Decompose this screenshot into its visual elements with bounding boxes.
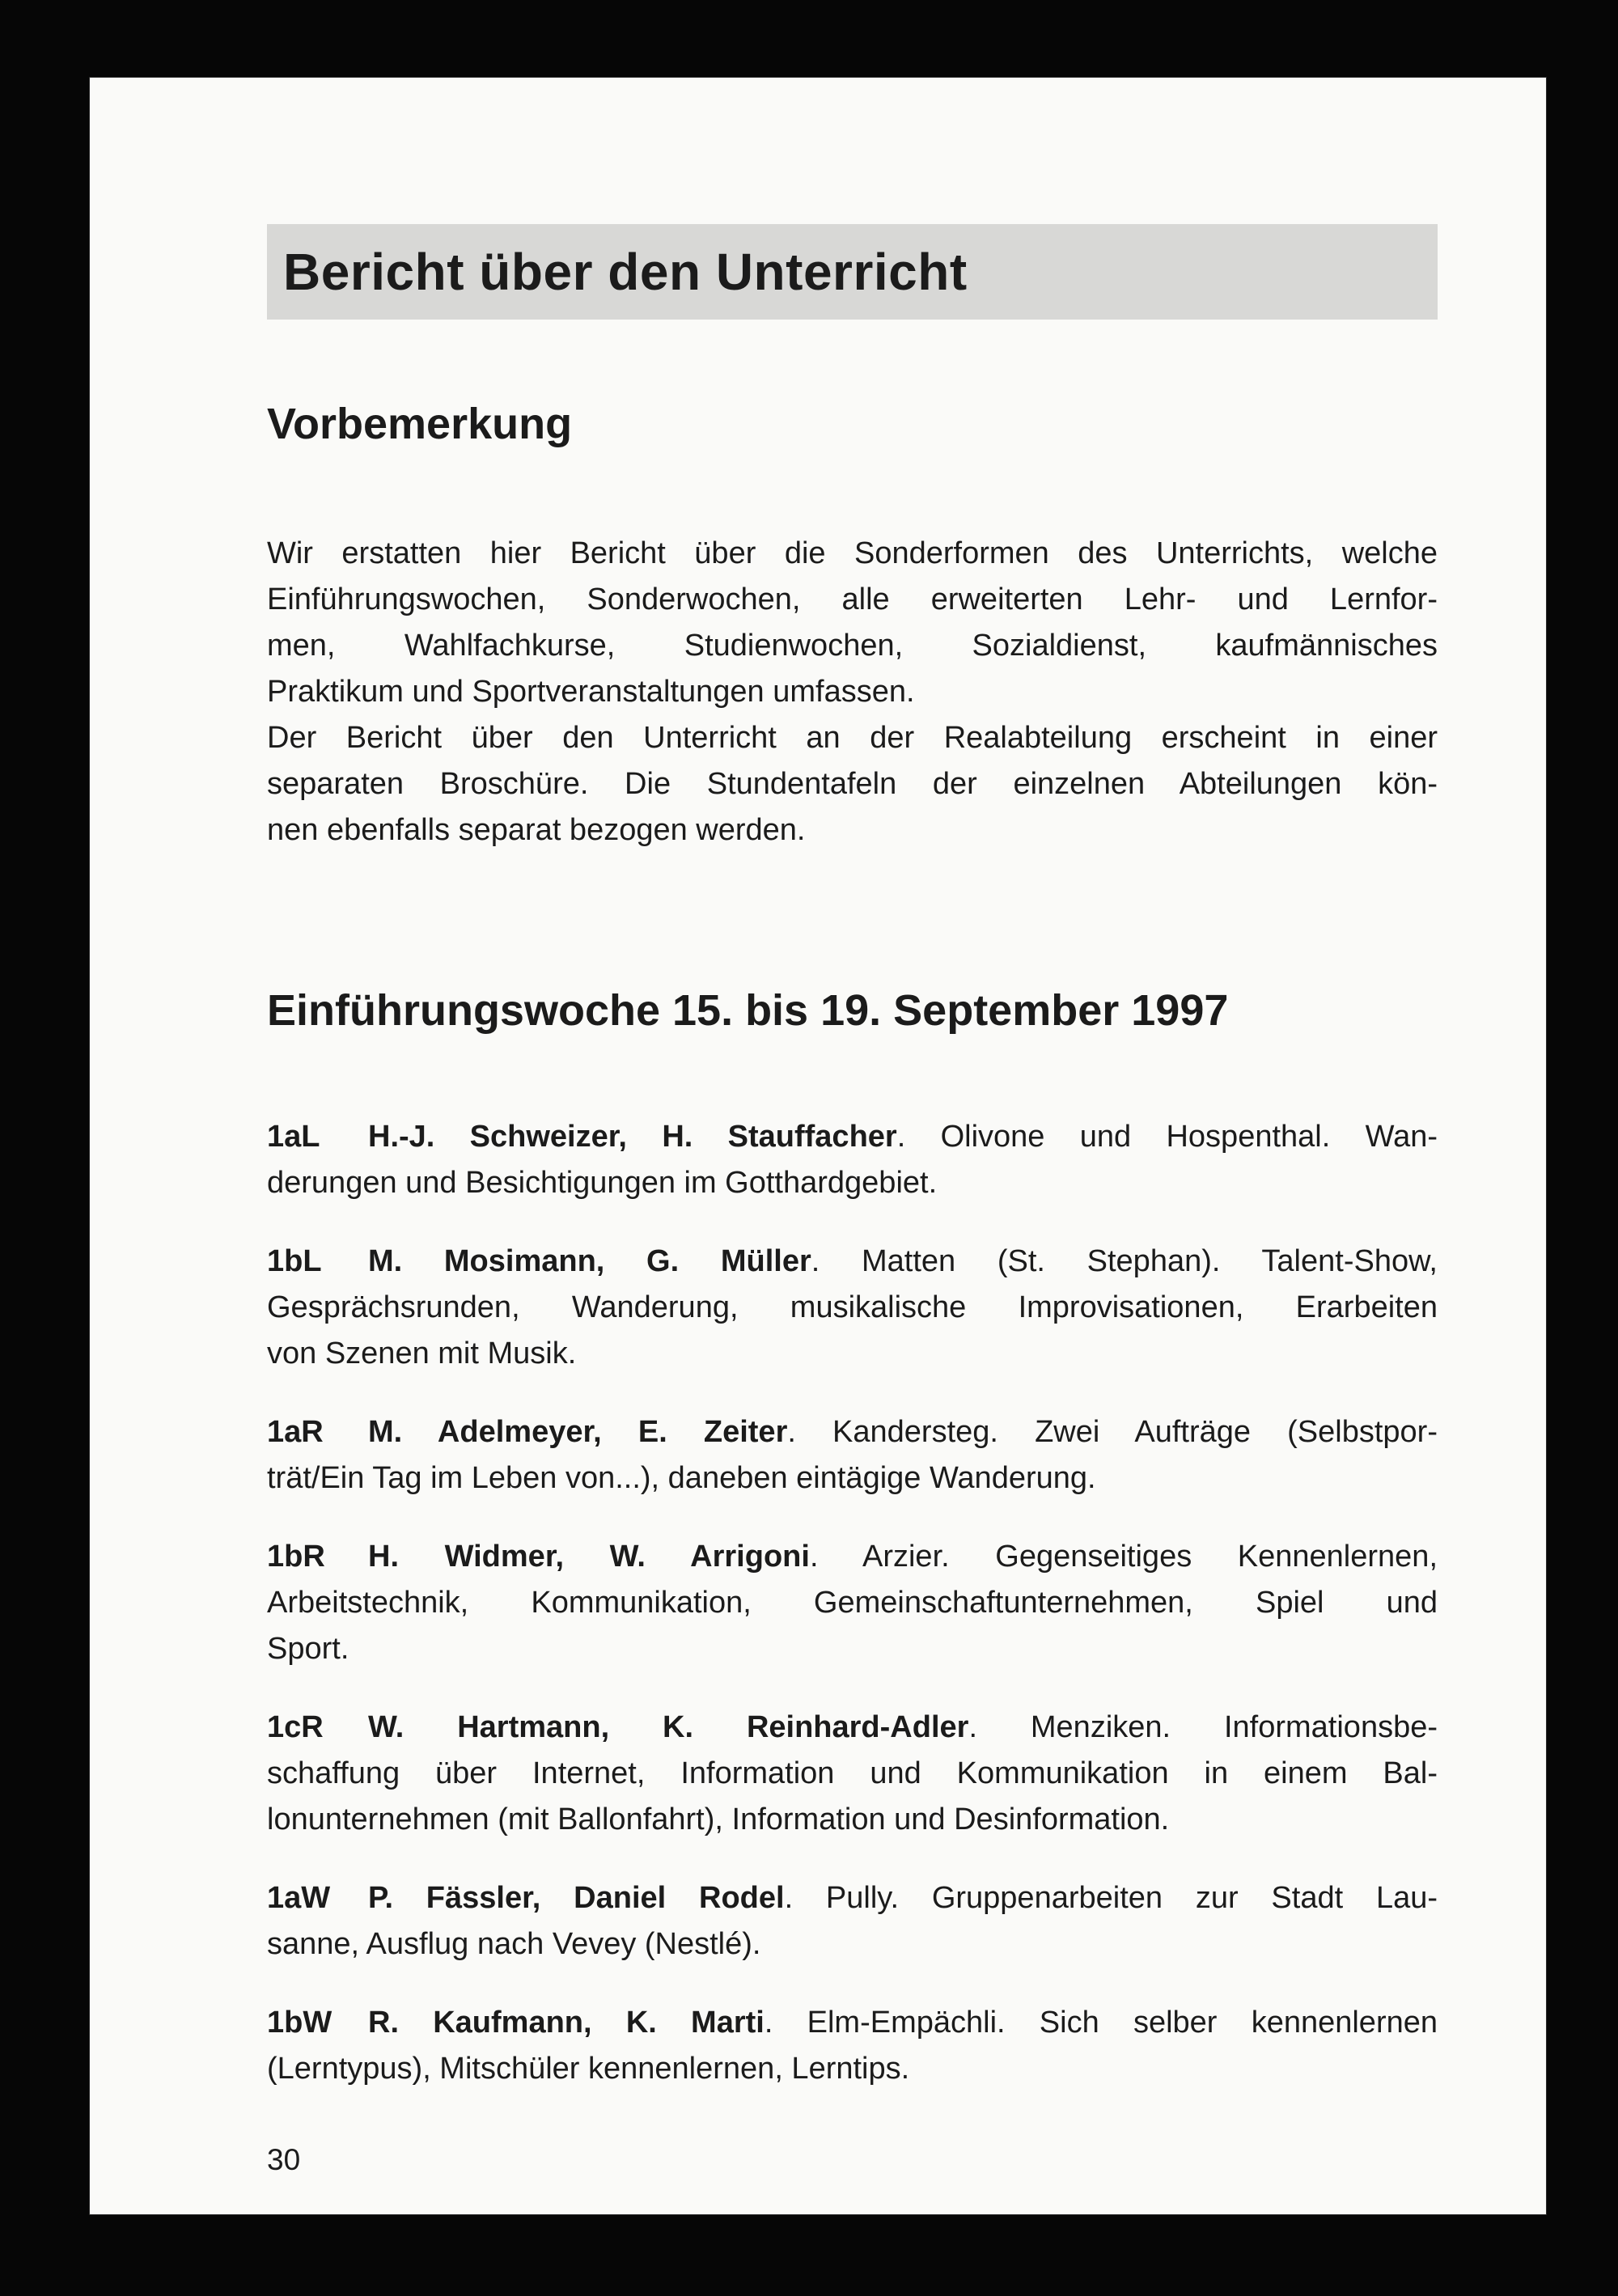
entry-names: W. Hartmann, K. Reinhard-Adler [368, 1710, 969, 1744]
entry-row [267, 2000, 1438, 2092]
entry-text-line: Sport. [267, 1632, 349, 1666]
page-title: Bericht über den Unterricht [283, 243, 968, 301]
entry-row [267, 1534, 1438, 1672]
paragraph [267, 715, 1438, 854]
entry-code: 1aL [267, 1120, 320, 1154]
paragraph-line: nen ebenfalls separat bezogen werden. [267, 813, 806, 847]
paragraph-line: men, Wahlfachkurse, Studienwochen, Sozialdienst, kaufmännisches [267, 629, 1438, 663]
entry-first-line [267, 1409, 1438, 1455]
paragraph-line: separaten Broschüre. Die Stundentafeln der einzelnen Abteilungen kön- [267, 767, 1438, 801]
entry-code: 1bR [267, 1540, 325, 1574]
entry-first-line [267, 1705, 1438, 1751]
entry-text: . Pully. Gruppenarbeiten zur Stadt Lau- [784, 1881, 1438, 1915]
entry-text: . Kandersteg. Zwei Aufträge (Selbstpor- [787, 1415, 1438, 1449]
title-banner [267, 224, 1438, 320]
entry-text-line: sanne, Ausflug nach Vevey (Nestlé). [267, 1927, 761, 1961]
entry-text-line: Arbeitstechnik, Kommunikation, Gemeinschaftunternehmen, Spiel und [267, 1586, 1438, 1620]
entry-text-line: trät/Ein Tag im Leben von...), daneben eintägige Wanderung. [267, 1461, 1096, 1495]
entry-row [267, 1239, 1438, 1377]
entry-text: . Matten (St. Stephan). Talent-Show, [811, 1244, 1438, 1278]
entry-names: R. Kaufmann, K. Marti [368, 2006, 765, 2040]
paragraph-line: Praktikum und Sportveranstaltungen umfassen. [267, 675, 915, 709]
entry-code: 1bL [267, 1244, 322, 1278]
entry-first-line [267, 1875, 1438, 1921]
paragraph-line: Wir erstatten hier Bericht über die Sonderformen des Unterrichts, welche [267, 536, 1438, 570]
entry-code: 1aW [267, 1881, 331, 1915]
paragraph-line: Einführungswochen, Sonderwochen, alle erweiterten Lehr- und Lernfor- [267, 582, 1438, 616]
entry-text-line: (Lerntypus), Mitschüler kennenlernen, Lerntips. [267, 2052, 910, 2086]
entry-row [267, 1875, 1438, 1968]
entry-names: H. Widmer, W. Arrigoni [368, 1540, 810, 1574]
intro-paragraphs [267, 531, 1438, 854]
entry-text-line: von Szenen mit Musik. [267, 1337, 577, 1370]
entry-code: 1cR [267, 1710, 324, 1744]
entry-row [267, 1409, 1438, 1502]
entry-text: . Olivone und Hospenthal. Wan- [896, 1120, 1438, 1154]
entry-text: . Menziken. Informationsbe- [968, 1710, 1438, 1744]
week-heading: Einführungswoche 15. bis 19. September 1997 [267, 986, 1229, 1035]
entry-text: . Elm-Empächli. Sich selber kennenlernen [764, 2006, 1438, 2040]
paragraph [267, 531, 1438, 715]
entry-row [267, 1114, 1438, 1206]
entry-text-line: lonunternehmen (mit Ballonfahrt), Information und Desinformation. [267, 1802, 1170, 1836]
entry-first-line [267, 2000, 1438, 2046]
entry-names: H.-J. Schweizer, H. Stauffacher [368, 1120, 897, 1154]
entry-text-line: schaffung über Internet, Information und Kommunikation in einem Bal- [267, 1756, 1438, 1790]
entry-names: M. Adelmeyer, E. Zeiter [368, 1415, 788, 1449]
page-number: 30 [267, 2143, 301, 2176]
entry-first-line [267, 1534, 1438, 1580]
entry-names: P. Fässler, Daniel Rodel [368, 1881, 785, 1915]
document-page [89, 77, 1547, 2215]
entry-code: 1aR [267, 1415, 324, 1449]
intro-heading: Vorbemerkung [267, 400, 573, 448]
entry-first-line [267, 1239, 1438, 1285]
entry-text: . Arzier. Gegenseitiges Kennenlernen, [809, 1540, 1438, 1574]
entry-row [267, 1705, 1438, 1843]
text-column [267, 77, 1438, 2178]
entry-text-line: derungen und Besichtigungen im Gotthardgebiet. [267, 1166, 938, 1200]
entries-list [267, 1114, 1438, 2092]
entry-names: M. Mosimann, G. Müller [368, 1244, 811, 1278]
paragraph-line: Der Bericht über den Unterricht an der Realabteilung erscheint in einer [267, 721, 1438, 755]
entry-first-line [267, 1114, 1438, 1160]
entry-code: 1bW [267, 2006, 332, 2040]
entry-text-line: Gesprächsrunden, Wanderung, musikalische Improvisationen, Erarbeiten [267, 1290, 1438, 1324]
